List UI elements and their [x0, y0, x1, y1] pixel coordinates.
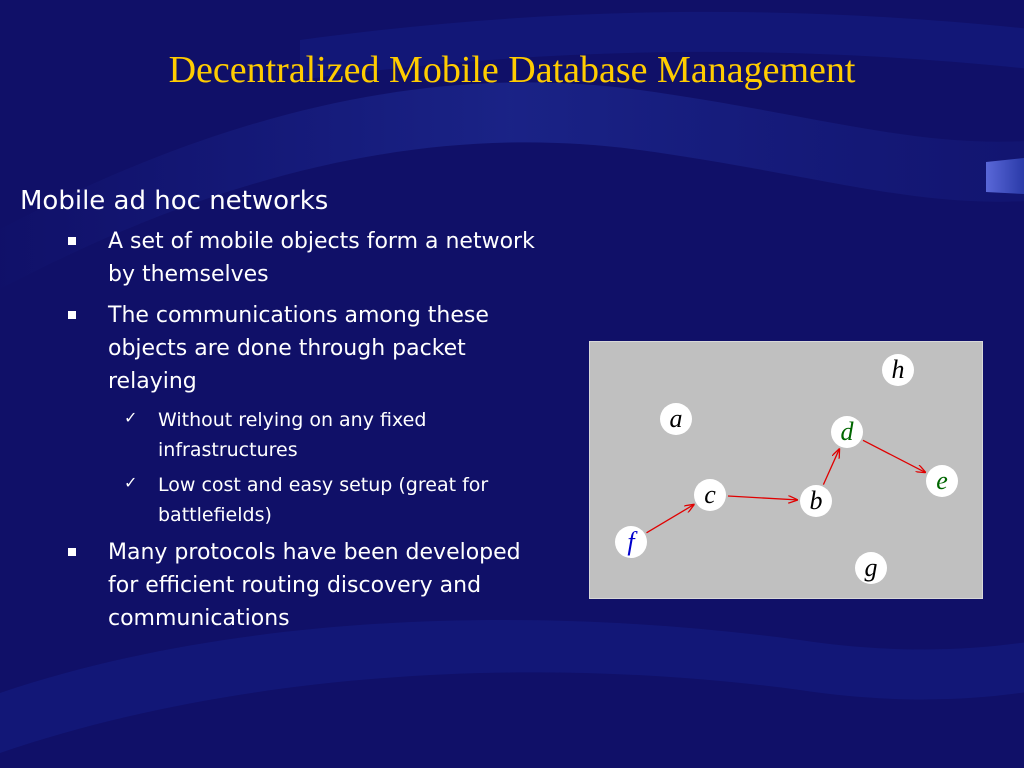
node-label: c — [704, 480, 716, 509]
node-label: d — [840, 417, 854, 446]
bullet-text: A set of mobile objects form a network by themselves — [108, 229, 535, 288]
bullet-text: Many protocols have been developed for efficient routing discovery and communications — [108, 539, 521, 631]
checkmark-icon: ✓ — [124, 473, 138, 493]
node-c — [694, 479, 726, 511]
sub-bullet-item — [20, 471, 580, 530]
sub-bullet-text: Without relying on any fixed infrastructures — [158, 409, 427, 461]
node-f — [615, 526, 647, 558]
section-heading: Mobile ad hoc networks — [20, 186, 329, 216]
bullet-item — [20, 225, 580, 291]
node-label: h — [891, 355, 905, 384]
edge-arrow-b-d — [823, 449, 839, 484]
node-e — [926, 465, 958, 497]
bullet-item — [20, 299, 580, 398]
node-a — [660, 403, 692, 435]
square-bullet-icon — [20, 536, 108, 635]
network-graph — [590, 342, 982, 598]
slide-title: Decentralized Mobile Database Management — [168, 49, 856, 91]
node-label: b — [809, 486, 823, 515]
node-h — [882, 354, 914, 386]
bullet-text: The communications among these objects are done through packet relaying — [108, 303, 489, 395]
node-label: g — [864, 553, 878, 582]
node-label: f — [627, 527, 635, 556]
edge-arrow-f-c — [647, 505, 694, 533]
edge-arrow-c-b — [728, 496, 797, 500]
node-g — [855, 552, 887, 584]
node-d — [831, 416, 863, 448]
sub-bullet-text: Low cost and easy setup (great for battlefields) — [158, 474, 489, 526]
square-bullet-icon — [20, 299, 108, 398]
node-label: a — [669, 404, 683, 433]
network-diagram — [589, 341, 983, 599]
node-b — [800, 485, 832, 517]
bullet-item — [20, 536, 580, 635]
edge-arrow-d-e — [863, 440, 925, 472]
square-bullet-icon — [20, 225, 108, 291]
node-label: e — [936, 466, 948, 495]
checkmark-icon: ✓ — [124, 408, 138, 428]
sub-bullet-item — [20, 406, 580, 465]
bullet-list — [20, 186, 580, 643]
